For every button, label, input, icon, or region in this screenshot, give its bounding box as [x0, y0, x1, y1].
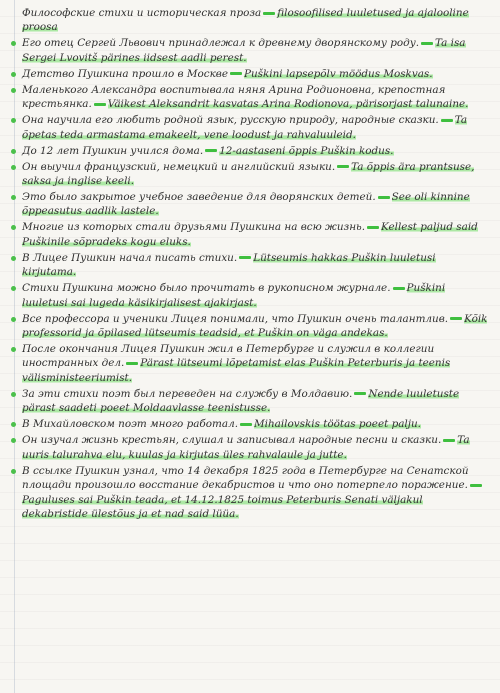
estonian-translation: See oli kinnine õppeasutus aadlik lastele.: [22, 191, 470, 218]
estonian-translation: Kõik professorid ja õpilased lütseumis teadsid, et Puškin on väga andekas.: [22, 312, 488, 340]
russian-sentence: До 12 лет Пушкин учился дома.: [22, 144, 204, 157]
dash-separator: [205, 149, 217, 152]
estonian-translation: filosoofilised luuletused ja ajalooline proosa: [22, 7, 469, 34]
list-item: [8, 312, 490, 341]
russian-sentence: Его отец Сергей Львович принадлежал к древнему дворянскому роду.: [22, 37, 420, 50]
dash-separator: [337, 165, 349, 168]
dash-separator: [240, 423, 252, 426]
russian-sentence: В Михайловском поэт много работал.: [22, 418, 238, 431]
bullet-dot: [11, 256, 16, 261]
entries-list: [8, 6, 490, 521]
estonian-translation: Nende luuletuste pärast saadeti poeet Moldaavlasse teenistusse.: [22, 387, 460, 415]
russian-sentence: Стихи Пушкина можно было прочитать в рукописном журнале.: [22, 282, 391, 295]
list-item: [8, 67, 490, 81]
list-item: [8, 6, 490, 35]
dash-separator: [421, 42, 433, 45]
estonian-translation: Lütseumis hakkas Puškin luuletusi kirjutama.: [22, 251, 436, 279]
estonian-translation: Ta isa Sergei Lvovitš pärines iidsest aadli perest.: [22, 37, 466, 64]
dash-separator: [441, 119, 453, 122]
dash-separator: [230, 72, 242, 75]
dash-separator: [367, 226, 379, 229]
bullet-dot: [11, 438, 16, 443]
estonian-translation: 12-aastaseni õppis Puškin kodus.: [219, 144, 394, 157]
bullet-dot: [11, 286, 16, 291]
dash-separator: [126, 362, 138, 365]
estonian-translation: Ta õppis ära prantsuse, saksa ja inglise keeli.: [22, 160, 475, 188]
dash-separator: [263, 12, 275, 15]
list-item: [8, 251, 490, 280]
list-item: [8, 464, 490, 522]
estonian-translation: Puškini lapsepõlv möödus Moskvas.: [243, 67, 433, 80]
estonian-translation: Ta uuris talurahva elu, kuulas ja kirjutas üles rahvalaule ja jutte.: [22, 434, 470, 461]
russian-sentence: Он выучил французский, немецкий и английский языки.: [22, 160, 336, 173]
bullet-dot: [11, 118, 16, 123]
bullet-dot: [11, 317, 16, 322]
dash-separator: [393, 287, 405, 290]
bullet-dot: [11, 41, 16, 46]
dash-separator: [239, 256, 251, 259]
russian-sentence: Все профессора и ученики Лицея понимали, что Пушкин очень талантлив.: [22, 312, 449, 325]
russian-sentence: Это было закрытое учебное заведение для дворянских детей.: [22, 191, 376, 204]
estonian-translation: Kellest paljud said Puškinile sõpradeks kogu eluks.: [22, 221, 478, 248]
russian-sentence: Детство Пушкина прошло в Москве: [22, 67, 228, 80]
russian-sentence: Философские стихи и историческая проза: [22, 7, 262, 19]
list-item: [8, 417, 490, 431]
russian-sentence: Он изучал жизнь крестьян, слушал и записывал народные песни и сказки.: [22, 434, 442, 447]
list-item: [8, 433, 490, 462]
russian-sentence: Маленького Александра воспитывала няня Арина Родионовна, крепостная крестьянка.: [22, 83, 446, 111]
list-item: [8, 342, 490, 385]
dash-separator: [450, 317, 462, 320]
list-item: [8, 144, 490, 158]
list-item: [8, 113, 490, 142]
list-item: [8, 160, 490, 189]
bullet-dot: [11, 469, 16, 474]
russian-sentence: Она научила его любить родной язык, русскую природу, народные сказки.: [22, 114, 439, 127]
dash-separator: [94, 103, 106, 106]
list-item: [8, 83, 490, 112]
russian-sentence: После окончания Лицея Пушкин жил в Петербурге и служил в коллегии иностранных дел.: [22, 343, 435, 370]
list-item: [8, 36, 490, 65]
estonian-translation: Mihailovskis töötas poeet palju.: [254, 418, 421, 431]
dash-separator: [378, 196, 390, 199]
bullet-dot: [11, 72, 16, 77]
dash-separator: [354, 392, 366, 395]
list-item: [8, 190, 490, 219]
bullet-dot: [11, 149, 16, 154]
bullet-dot: [11, 347, 16, 352]
bullet-dot: [11, 88, 16, 93]
dash-separator: [443, 439, 455, 442]
estonian-translation: Puškini luuletusi sai lugeda käsikirjalisest ajakirjast.: [22, 282, 446, 309]
bullet-dot: [11, 225, 16, 230]
bullet-dot: [11, 195, 16, 200]
russian-sentence: За эти стихи поэт был переведен на службу в Молдавию.: [22, 387, 353, 400]
bullet-dot: [11, 392, 16, 397]
russian-sentence: В ссылке Пушкин узнал, что 14 декабря 1825 года в Петербурге на Сенатской площади произошло восстание декабристов и что оно потерпело поражение.: [22, 464, 469, 492]
estonian-translation: Ta õpetas teda armastama emakeelt, vene loodust ja rahvaluuleid.: [22, 114, 468, 141]
estonian-translation: Paguluses sai Puškin teada, et 14.12.1825 toimus Peterburis Senati väljakul dekabristide ülestõus ja et nad said lüüa.: [22, 493, 423, 520]
list-item: [8, 387, 490, 416]
bullet-dot: [11, 165, 16, 170]
russian-sentence: В Лицее Пушкин начал писать стихи.: [22, 251, 238, 264]
russian-sentence: Многие из которых стали друзьями Пушкина на всю жизнь.: [22, 221, 366, 234]
bullet-dot: [11, 422, 16, 427]
dash-separator: [470, 484, 482, 487]
estonian-translation: Väikest Aleksandrit kasvatas Arina Rodionova, pärisorjast talunaine.: [107, 98, 469, 111]
estonian-translation: Pärast lütseumi lõpetamist elas Puškin Peterburis ja teenis välisministeeriumist.: [22, 357, 451, 384]
list-item: [8, 220, 490, 249]
list-item: [8, 281, 490, 310]
